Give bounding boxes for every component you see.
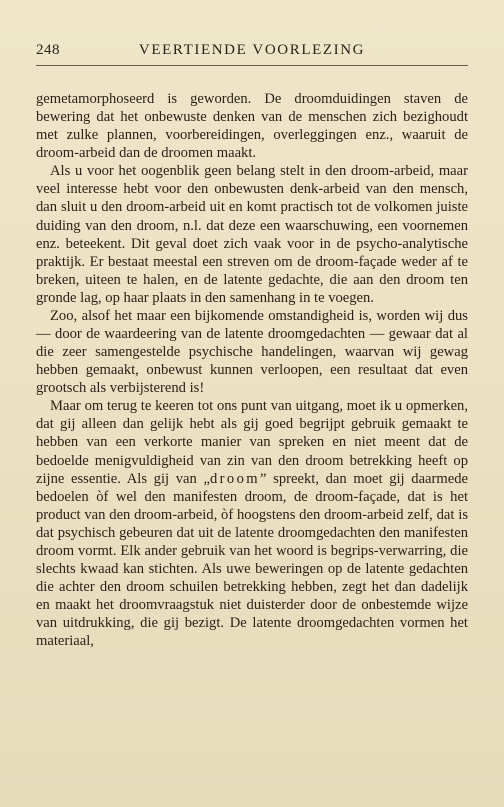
emphasized-word: droom [209,470,261,487]
page-number: 248 [36,42,60,58]
paragraph: Zoo, alsof het maar een bijkomende omstandigheid is, worden wij dus — door de waardeering van de latente droomgedachten — gewaar dat al die zeer samengestelde psychische handelingen, waarvan wij gewag hebben gemaakt, onbewust kunnen verloopen, een resultaat dat even grootsch als verbijsterend is! [36,307,468,397]
paragraph [36,397,468,650]
header-rule [36,65,468,66]
paragraph-text: Maar om terug te keeren tot ons punt van uitgang, moet ik u opmerken, dat gij alleen dan gelijk hebt als gij goed begrijpt gebruik gemaakt te hebben van een verkorte manier van spreken en niet meent dat de bedoelde menigvuldigheid van zin van den droom betrekking heeft op zijne essentie. Als gij van „ [36,398,468,487]
paragraph: Als u voor het oogenblik geen belang stelt in den droom-arbeid, maar veel interesse hebt voor den onbewusten denk-arbeid van den mensch, dan sluit u den droom-arbeid uit en komt practisch tot de volkomen juiste duiding van den droom, n.l. dat deze een waarschuwing, een voornemen enz. beteekent. Dit geval doet zich vaak voor in de psycho-analytische praktijk. Er bestaat meestal een streven om de droom-façade weder af te breken, uiteen te halen, en de latente gedachte, die aan den droom ten gronde lag, op haar plaats in den samenhang in te voegen. [36,163,468,306]
running-title: VEERTIENDE VOORLEZING [138,42,366,58]
paragraph-text: ” spreekt, dan moet gij daarmede bedoelen òf wel den manifesten droom, de droom-façade, dat is het product van den droom-arbeid, òf hoogstens den droom-arbeid zelf, dat is dat psychisch gebeuren dat uit de latente droomgedachten den manifesten droom vormt. Elk ander gebruik van het woord is begrips-verwarring, die slechts kwaad kan stichten. Als uwe beweringen op de latente gedachten die achter den droom schuilen betrekking hebben, zegt het dan dadelijk en maakt het droomvraagstuk niet duisterder door de onbestemde wijze van uitdrukking, die gij bezigt. De latente droomgedachten vormen het materiaal, [36,470,468,650]
page-header [36,42,468,62]
body-text [36,90,468,650]
paragraph: gemetamorphoseerd is geworden. De droomduidingen staven de bewering dat het onbewuste denken van de menschen zich bezighoudt met zulke plannen, voorbereidingen, overleggingen enz., waaruit de droom-arbeid dan de droomen maakt. [36,91,468,162]
